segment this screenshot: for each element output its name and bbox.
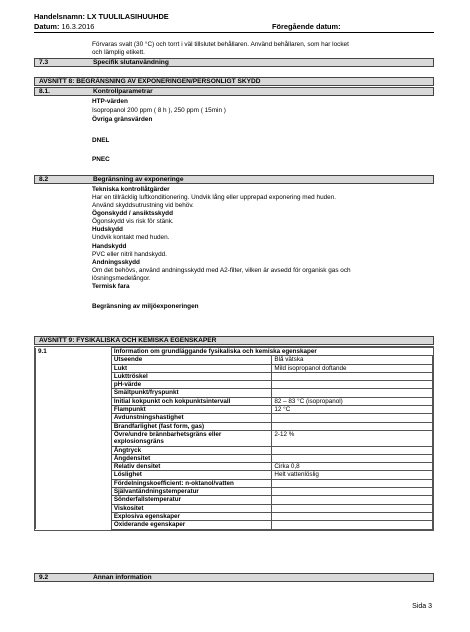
subsection-9-1-row: [36, 348, 433, 356]
date-label: Datum:: [34, 22, 60, 31]
environmental-exposure-label: Begränsning av miljöexponeringen: [92, 303, 199, 310]
subsection-9-2-bar: [34, 573, 434, 582]
storage-text-2: och lämplig etikett.: [92, 49, 145, 56]
property-name: Explosiva egenskaper: [111, 512, 272, 520]
property-value: [272, 454, 433, 462]
property-value: Blå vätska: [272, 356, 433, 364]
property-value: [272, 496, 433, 504]
property-name: Oxiderande egenskaper: [111, 521, 272, 529]
property-row: [36, 406, 433, 414]
row-spacer: [36, 397, 112, 405]
row-spacer: [36, 430, 112, 446]
subsection-number: 8.2: [39, 176, 49, 183]
subsection-number: 8.1.: [39, 88, 50, 95]
property-name: Självantändningstemperatur: [111, 488, 272, 496]
storage-text-1: Förvaras svalt (30 °C) och torrt i väl tillslutet behållaren. Använd behållaren, som har locket: [92, 41, 349, 48]
section-title: AVSNITT 9: FYSIKALISKA OCH KEMISKA EGENSKAPER: [39, 337, 217, 344]
property-name: Ångtryck: [111, 446, 272, 454]
subsection-8-1-bar: [34, 87, 434, 96]
property-value: Cirka 0,8: [272, 463, 433, 471]
subsection-title: Annan information: [93, 574, 152, 581]
property-value: [272, 504, 433, 512]
property-name: Sönderfallstemperatur: [111, 496, 272, 504]
property-value: [272, 381, 433, 389]
property-value: [272, 389, 433, 397]
tradename-line: [34, 12, 169, 21]
row-spacer: [36, 504, 112, 512]
subsection-7-3-bar: [34, 58, 434, 67]
dnel-label: DNEL: [92, 137, 110, 144]
section-title: AVSNITT 8: BEGRÄNSNING AV EXPONERINGEN/PERSONLIGT SKYDD: [39, 78, 261, 85]
section-8-bar: [34, 77, 434, 86]
property-row: [36, 364, 433, 372]
respiratory-protection-text-1: Om det behövs, använd andningsskydd med A2-filter, vilken är avsedd för organisk gas och: [92, 267, 351, 274]
property-value: [272, 488, 433, 496]
row-spacer: [36, 372, 112, 380]
subsection-number: 7.3: [39, 59, 49, 66]
property-name: Brandfarlighet (fast form, gas): [111, 422, 272, 430]
header-divider: [34, 32, 434, 33]
property-row: [36, 504, 433, 512]
property-row: [36, 381, 433, 389]
row-spacer: [36, 356, 112, 364]
property-row: [36, 372, 433, 380]
tradename-label: Handelsnamn:: [34, 12, 85, 21]
page-number: Sida 3: [412, 603, 432, 610]
property-row: [36, 397, 433, 405]
property-value: [272, 446, 433, 454]
subsection-title: Kontrollparametrar: [93, 88, 153, 95]
row-spacer: [36, 479, 112, 487]
hand-protection-label: Handskydd: [92, 243, 127, 250]
row-spacer: [36, 406, 112, 414]
respiratory-protection-label: Andningsskydd: [92, 259, 140, 266]
subsection-title: Specifik slutanvändning: [93, 59, 169, 66]
property-value: 2-12 %: [272, 430, 433, 446]
property-value: [272, 479, 433, 487]
subsection-title: Information om grundläggande fysikaliska och kemiska egenskaper: [111, 348, 432, 356]
row-spacer: [36, 422, 112, 430]
property-row: [36, 356, 433, 364]
property-name: Initial kokpunkt och kokpunktsintervall: [111, 397, 272, 405]
row-spacer: [36, 496, 112, 504]
property-row: [36, 430, 433, 446]
subsection-number: 9.2: [39, 574, 49, 581]
skin-protection-label: Hudskydd: [92, 226, 123, 233]
previous-date-label: Föregående datum:: [272, 22, 341, 31]
property-name: Ångdensitet: [111, 454, 272, 462]
eye-protection-label: Ögonskydd / ansiktsskydd: [92, 210, 173, 217]
property-name: Löslighet: [111, 471, 272, 479]
row-spacer: [36, 463, 112, 471]
property-name: Lukttröskel: [111, 372, 272, 380]
property-value: 82 – 83 °C (isopropanol): [272, 397, 433, 405]
property-name: pH-värde: [111, 381, 272, 389]
property-row: [36, 496, 433, 504]
property-name: Övre/undre brännbarhetsgräns eller explosionsgräns: [111, 430, 272, 446]
property-value: Mild isopropanol doftande: [272, 364, 433, 372]
property-row: [36, 521, 433, 529]
other-limits-label: Övriga gränsvärden: [92, 116, 153, 123]
row-spacer: [36, 512, 112, 520]
thermal-hazard-label: Termisk fara: [92, 283, 130, 290]
property-row: [36, 422, 433, 430]
row-spacer: [36, 389, 112, 397]
tradename-value: LX TUULILASIHUUHDE: [87, 12, 169, 21]
htp-label: HTP-värden: [92, 98, 128, 105]
property-value: [272, 521, 433, 529]
tech-controls-text-2: Använd skyddsutrustning vid behöv.: [92, 202, 194, 209]
row-spacer: [36, 488, 112, 496]
tech-controls-label: Tekniska kontrollåtgärder: [92, 186, 170, 193]
property-row: [36, 389, 433, 397]
property-name: Relativ densitet: [111, 463, 272, 471]
property-row: [36, 488, 433, 496]
property-value: [272, 372, 433, 380]
skin-protection-text: Undvik kontakt med huden.: [92, 234, 170, 241]
property-row: [36, 512, 433, 520]
property-value: 12 °C: [272, 406, 433, 414]
section-9-bar: [34, 336, 434, 345]
property-row: [36, 471, 433, 479]
tech-controls-text-1: Har en tillräcklig luftkonditionering. Undvik lång eller upprepad exponering med huden.: [92, 194, 337, 201]
row-spacer: [36, 471, 112, 479]
row-spacer: [36, 414, 112, 422]
property-name: Flampunkt: [111, 406, 272, 414]
row-spacer: [36, 381, 112, 389]
row-spacer: [36, 454, 112, 462]
property-value: [272, 422, 433, 430]
pnec-label: PNEC: [92, 156, 110, 163]
property-value: [272, 414, 433, 422]
property-name: Lukt: [111, 364, 272, 372]
property-name: Fördelningskoefficient: n-oktanol/vatten: [111, 479, 272, 487]
properties-table: [34, 346, 434, 531]
row-spacer: [36, 364, 112, 372]
htp-text: Isopropanol 200 ppm ( 8 h ), 250 ppm ( 15min ): [92, 107, 226, 114]
property-name: Viskositet: [111, 504, 272, 512]
subsection-title: Begränsning av exponeringe: [93, 176, 184, 183]
hand-protection-text: PVC eller nitril handskydd.: [92, 251, 167, 258]
property-name: Avdunstningshastighet: [111, 414, 272, 422]
subsection-number: 9.1: [36, 348, 112, 356]
row-spacer: [36, 521, 112, 529]
property-row: [36, 414, 433, 422]
property-name: Smältpunkt/fryspunkt: [111, 389, 272, 397]
property-value: Helt vattenlöslig: [272, 471, 433, 479]
subsection-8-2-bar: [34, 175, 434, 184]
date-value: 16.3.2016: [61, 22, 95, 31]
respiratory-protection-text-2: lösningsmedelångor.: [92, 275, 151, 282]
row-spacer: [36, 446, 112, 454]
property-row: [36, 463, 433, 471]
property-row: [36, 446, 433, 454]
property-row: [36, 454, 433, 462]
date-line: [34, 22, 94, 31]
eye-protection-text: Ögonskydd vis risk för stänk.: [92, 218, 174, 225]
property-row: [36, 479, 433, 487]
property-value: [272, 512, 433, 520]
property-name: Utseende: [111, 356, 272, 364]
